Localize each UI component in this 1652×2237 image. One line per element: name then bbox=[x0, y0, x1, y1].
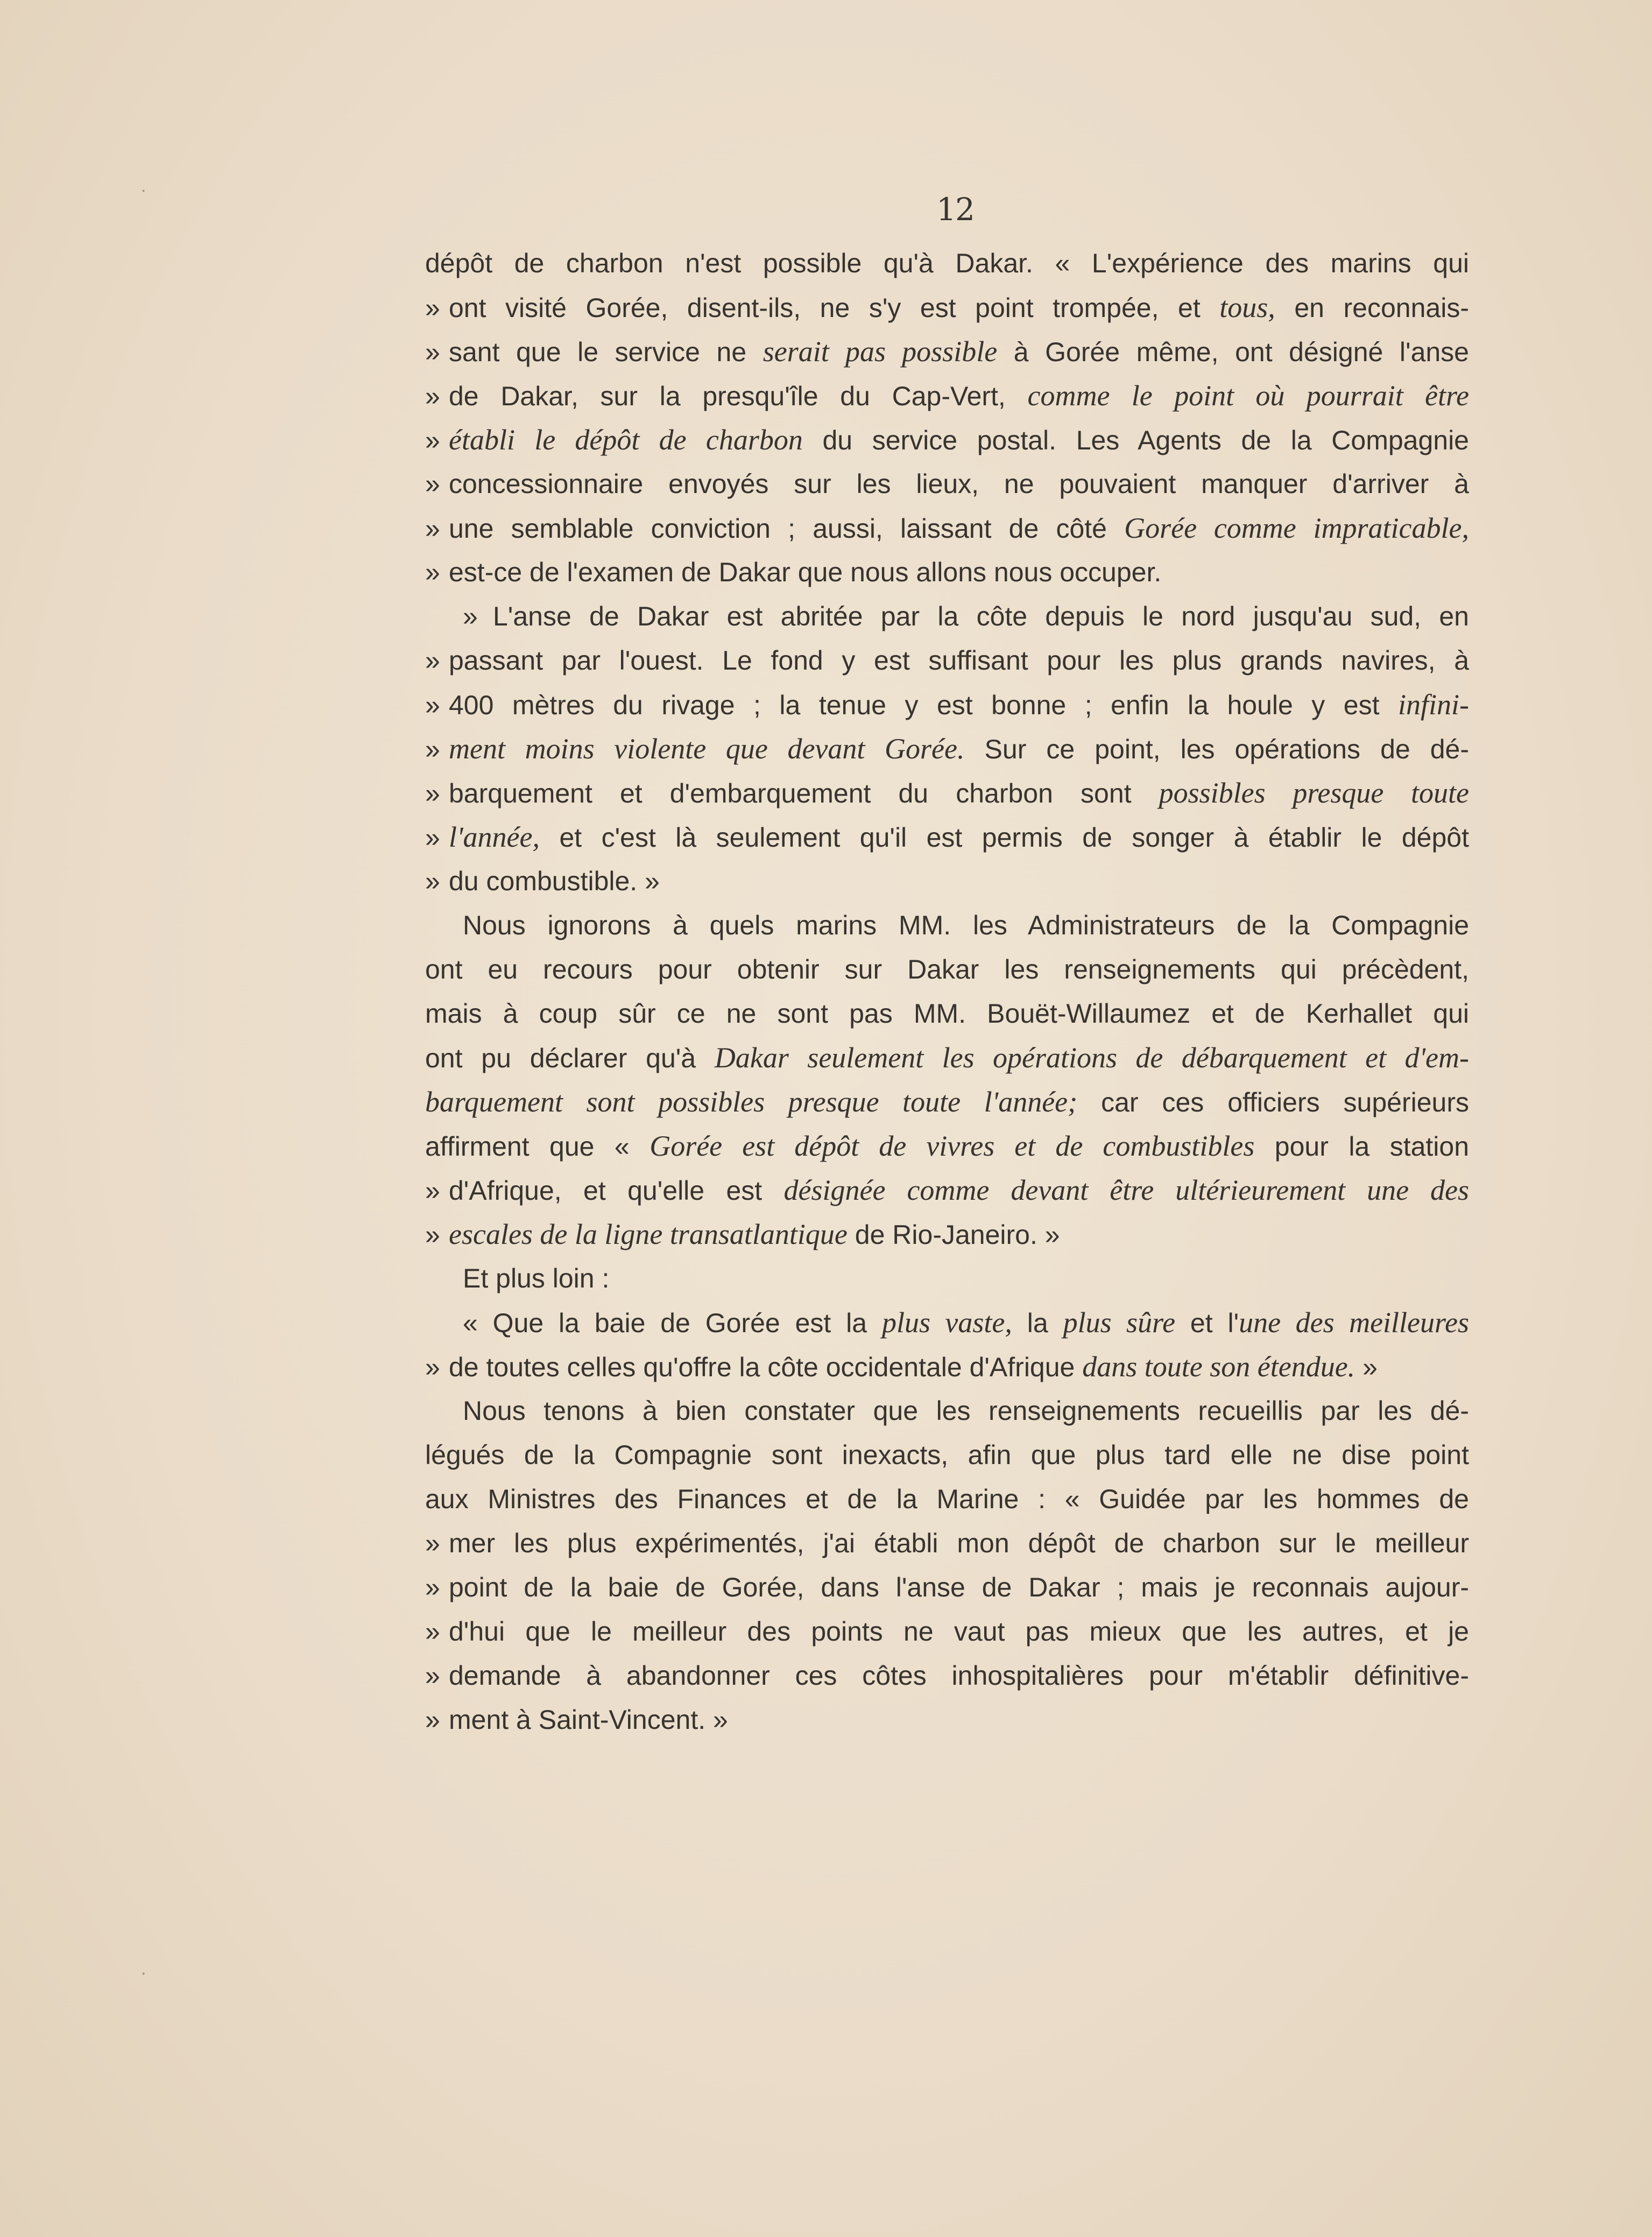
quote-mark: » bbox=[463, 601, 478, 631]
quote-mark: » bbox=[425, 381, 440, 411]
text-line bbox=[425, 1433, 1469, 1477]
italic-text: dans toute son étendue. bbox=[1082, 1350, 1356, 1383]
text-line bbox=[425, 329, 1469, 374]
italic-text: établi le dépôt de charbon bbox=[449, 424, 803, 456]
italic-text: barquement sont possibles presque toute l'année; bbox=[425, 1086, 1078, 1118]
text-line bbox=[425, 594, 1469, 638]
text-segment: demande à abandonner ces côtes inhospitalières pour m'établir définitive- bbox=[449, 1661, 1469, 1691]
quote-mark: » bbox=[425, 734, 440, 764]
quote-mark: » bbox=[425, 645, 440, 676]
text-segment: ont eu recours pour obtenir sur Dakar les renseignements qui précèdent, bbox=[425, 954, 1469, 984]
text-segment: aux Ministres des Finances et de la Marine : « Guidée par les hommes de bbox=[425, 1484, 1469, 1514]
text-line bbox=[425, 991, 1469, 1036]
text-line bbox=[425, 1565, 1469, 1609]
text-line bbox=[425, 1300, 1469, 1345]
text-segment: de toutes celles qu'offre la côte occidentale d'Afrique bbox=[449, 1352, 1083, 1382]
text-segment: la bbox=[1012, 1308, 1063, 1338]
quote-mark: » bbox=[425, 1220, 440, 1250]
margin-speck: · bbox=[141, 1965, 146, 1983]
text-line bbox=[425, 683, 1469, 727]
quote-mark: » bbox=[425, 425, 440, 455]
text-segment: mer les plus expérimentés, j'ai établi mon dépôt de charbon sur le meilleur bbox=[449, 1528, 1469, 1558]
text-line bbox=[425, 815, 1469, 859]
text-line bbox=[425, 462, 1469, 506]
quote-mark: » bbox=[425, 1572, 440, 1602]
italic-text: l'année, bbox=[449, 821, 540, 853]
text-segment: du combustible. » bbox=[449, 866, 660, 896]
text-segment: concessionnaire envoyés sur les lieux, ne pouvaient manquer d'arriver à bbox=[449, 469, 1469, 499]
text-line bbox=[425, 1609, 1469, 1654]
text-line bbox=[425, 1124, 1469, 1168]
text-line bbox=[425, 638, 1469, 683]
text-line bbox=[425, 374, 1469, 418]
italic-text: tous, bbox=[1219, 291, 1275, 323]
text-segment: barquement et d'embarquement du charbon sont bbox=[449, 778, 1159, 808]
text-segment: une semblable conviction ; aussi, laissant de côté bbox=[449, 513, 1125, 544]
text-line bbox=[425, 285, 1469, 329]
text-segment: dépôt de charbon n'est possible qu'à Dakar. « L'expérience des marins qui bbox=[425, 248, 1469, 278]
text-segment: et l' bbox=[1175, 1308, 1239, 1338]
text-segment: ment à Saint-Vincent. » bbox=[449, 1705, 728, 1735]
quote-mark: » bbox=[425, 337, 440, 367]
text-segment: du service postal. Les Agents de la Compagnie bbox=[802, 425, 1469, 455]
text-segment: à Gorée même, ont désigné l'anse bbox=[997, 337, 1469, 367]
text-segment: point de la baie de Gorée, dans l'anse de Dakar ; mais je reconnais aujour- bbox=[449, 1572, 1469, 1602]
italic-text: une des meilleures bbox=[1239, 1306, 1470, 1339]
italic-text: Gorée comme impraticable, bbox=[1124, 512, 1469, 544]
text-segment: d'Afrique, et qu'elle est bbox=[449, 1176, 784, 1206]
quote-mark: » bbox=[425, 866, 440, 896]
text-line bbox=[425, 1477, 1469, 1521]
quote-mark: » bbox=[425, 1176, 440, 1206]
quote-mark: » bbox=[425, 690, 440, 720]
quote-mark: » bbox=[425, 1705, 440, 1735]
page-number: 12 bbox=[936, 191, 974, 228]
text-segment: passant par l'ouest. Le fond y est suffisant pour les plus grands navires, à bbox=[449, 645, 1469, 676]
text-segment: légués de la Compagnie sont inexacts, afin que plus tard elle ne dise point bbox=[425, 1440, 1469, 1470]
italic-text: désignée comme devant être ultérieurement une des bbox=[783, 1174, 1469, 1206]
text-segment: en reconnais- bbox=[1275, 293, 1469, 323]
text-segment: sant que le service ne bbox=[449, 337, 763, 367]
text-line bbox=[425, 1521, 1469, 1565]
quote-mark: » bbox=[425, 513, 440, 544]
text-line bbox=[425, 727, 1469, 771]
text-line bbox=[425, 1080, 1469, 1124]
text-line bbox=[425, 1036, 1469, 1080]
italic-text: infini- bbox=[1398, 688, 1469, 721]
quote-mark: » bbox=[425, 1352, 440, 1382]
quote-mark: » bbox=[425, 1661, 440, 1691]
italic-text: Gorée est dépôt de vivres et de combustibles bbox=[649, 1130, 1255, 1162]
italic-text: ment moins violente que devant Gorée. bbox=[449, 733, 965, 765]
text-line bbox=[425, 859, 1469, 903]
quote-mark: » bbox=[425, 778, 440, 808]
margin-speck: · bbox=[141, 182, 146, 201]
text-segment: est-ce de l'examen de Dakar que nous allons nous occuper. bbox=[449, 557, 1162, 587]
text-line bbox=[425, 550, 1469, 594]
text-line bbox=[425, 947, 1469, 991]
italic-text: plus vaste, bbox=[881, 1306, 1012, 1339]
text-line bbox=[425, 1345, 1469, 1389]
quote-mark: » bbox=[425, 557, 440, 587]
text-segment: ont pu déclarer qu'à bbox=[425, 1043, 715, 1073]
text-segment: car ces officiers supérieurs bbox=[1077, 1087, 1469, 1117]
text-segment: mais à coup sûr ce ne sont pas MM. Bouët-Willaumez et de Kerhallet qui bbox=[425, 998, 1469, 1029]
text-segment: » bbox=[1355, 1352, 1378, 1382]
text-line bbox=[425, 418, 1469, 462]
quote-mark: » bbox=[425, 293, 440, 323]
text-segment: de Rio-Janeiro. » bbox=[847, 1220, 1060, 1250]
text-segment: Et plus loin : bbox=[463, 1263, 610, 1293]
text-segment: Nous ignorons à quels marins MM. les Administrateurs de la Compagnie bbox=[463, 910, 1469, 940]
italic-text: comme le point où pourrait être bbox=[1027, 379, 1470, 412]
text-segment: et c'est là seulement qu'il est permis de songer à établir le dépôt bbox=[540, 822, 1469, 853]
text-segment: pour la station bbox=[1254, 1131, 1470, 1162]
quote-mark: » bbox=[425, 822, 440, 853]
text-line bbox=[425, 903, 1469, 947]
italic-text: plus sûre bbox=[1063, 1306, 1176, 1339]
quote-mark: » bbox=[425, 1528, 440, 1558]
text-line bbox=[425, 1654, 1469, 1698]
text-segment: « Que la baie de Gorée est la bbox=[463, 1308, 882, 1338]
text-line bbox=[425, 1698, 1469, 1742]
italic-text: serait pas possible bbox=[763, 335, 998, 368]
text-segment: ont visité Gorée, disent-ils, ne s'y est point trompée, et bbox=[449, 293, 1220, 323]
text-segment: Sur ce point, les opérations de dé- bbox=[964, 734, 1470, 764]
text-line bbox=[425, 771, 1469, 815]
italic-text: Dakar seulement les opérations de débarquement et d'em- bbox=[714, 1042, 1469, 1074]
text-line bbox=[425, 506, 1469, 550]
text-segment: d'hui que le meilleur des points ne vaut pas mieux que les autres, et je bbox=[449, 1616, 1469, 1647]
text-line bbox=[425, 241, 1469, 285]
text-line bbox=[425, 1168, 1469, 1212]
italic-text: possibles presque toute bbox=[1159, 777, 1469, 809]
quote-mark: » bbox=[425, 469, 440, 499]
italic-text: escales de la ligne transatlantique bbox=[449, 1218, 848, 1250]
body-text bbox=[425, 241, 1469, 1742]
text-segment: affirment que « bbox=[425, 1131, 650, 1162]
quote-mark: » bbox=[425, 1616, 440, 1647]
text-segment: L'anse de Dakar est abritée par la côte depuis le nord jusqu'au sud, en bbox=[493, 601, 1469, 631]
text-segment: Nous tenons à bien constater que les renseignements recueillis par les dé- bbox=[463, 1396, 1469, 1426]
text-segment: 400 mètres du rivage ; la tenue y est bonne ; enfin la houle y est bbox=[449, 690, 1398, 720]
text-line bbox=[425, 1212, 1469, 1256]
text-segment: de Dakar, sur la presqu'île du Cap-Vert, bbox=[449, 381, 1028, 411]
text-line bbox=[425, 1256, 1469, 1300]
text-line bbox=[425, 1389, 1469, 1433]
